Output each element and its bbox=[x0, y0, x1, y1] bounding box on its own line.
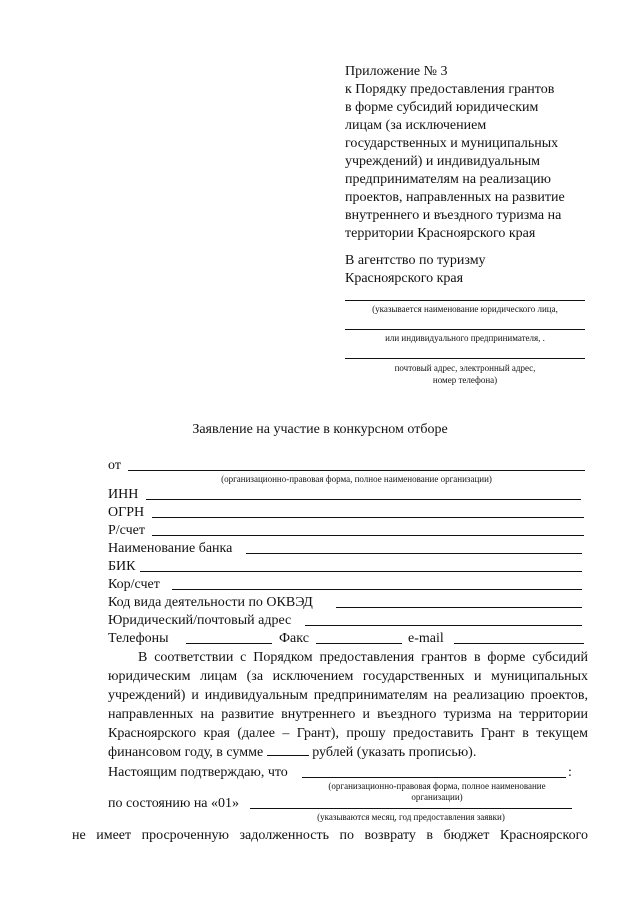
fax-fill-line bbox=[316, 643, 402, 644]
addressee-line: Красноярского края bbox=[345, 271, 464, 286]
account-fill-line bbox=[152, 535, 584, 536]
fax-label: Факс bbox=[279, 631, 309, 646]
asof-fill-line bbox=[250, 808, 572, 809]
confirm-colon: : bbox=[568, 765, 572, 780]
appendix-line: предпринимателям на реализацию bbox=[345, 172, 551, 187]
asof-label: по состоянию на «01» bbox=[108, 796, 240, 811]
bank-fill-line bbox=[246, 553, 582, 554]
from-fill-line bbox=[128, 470, 585, 471]
okved-fill-line bbox=[336, 607, 582, 608]
amount-fill-line bbox=[267, 743, 309, 756]
appendix-line: учреждений) и индивидуальным bbox=[345, 154, 541, 169]
appendix-block bbox=[345, 63, 600, 243]
corr-label: Кор/счет bbox=[108, 577, 160, 592]
addressee-caption-4: номер телефона) bbox=[432, 375, 498, 385]
inn-fill-line bbox=[146, 499, 581, 500]
account-label: Р/счет bbox=[108, 523, 145, 538]
debt-text: не имеет просроченную задолженность по возврату в бюджет Красноярского bbox=[72, 828, 588, 843]
bik-fill-line bbox=[140, 571, 582, 572]
phones-fill-line bbox=[186, 643, 272, 644]
address-label: Юридический/почтовый адрес bbox=[108, 613, 292, 628]
okved-label: Код вида деятельности по ОКВЭД bbox=[108, 595, 313, 610]
bank-label: Наименование банка bbox=[108, 541, 233, 556]
document-title: Заявление на участие в конкурсном отборе bbox=[192, 422, 448, 437]
appendix-line: к Порядку предоставления грантов bbox=[345, 82, 555, 97]
appendix-line: в форме субсидий юридическим bbox=[345, 100, 539, 115]
appendix-line: проектов, направленных на развитие bbox=[345, 190, 565, 205]
email-fill-line bbox=[454, 643, 584, 644]
addressee-caption-3: почтовый адрес, электронный адрес, bbox=[394, 363, 536, 373]
confirm-caption: (организационно-правовая форма, полное наименование организации) bbox=[328, 781, 546, 802]
addressee-caption-1: (указывается наименование юридического лица, bbox=[372, 304, 558, 314]
addressee-block bbox=[345, 252, 600, 288]
request-text-tail: рублей (указать прописью). bbox=[312, 745, 477, 760]
request-text: В соответствии с Порядком предоставления грантов в форме субсидий юридическим лицам (за исключением государственных и муниципальных учреждений) и индивидуальным предпринимателям на реализацию проектов, направленных на развитие внутреннего и въездного туризма на территории Красноярского края (далее – Грант), прошу предоставить Грант в текущем финансовом году, в сумме bbox=[108, 650, 588, 760]
confirm-fill-line bbox=[302, 777, 566, 778]
appendix-line: внутреннего и въездного туризма на bbox=[345, 208, 562, 223]
addressee-fill-line-3 bbox=[345, 358, 585, 359]
addressee-line: В агентство по туризму bbox=[345, 253, 486, 268]
addressee-fill-line-2 bbox=[345, 329, 585, 330]
addressee-caption-2: или индивидуального предпринимателя, . bbox=[385, 333, 545, 343]
email-label: e-mail bbox=[408, 631, 444, 646]
phones-label: Телефоны bbox=[108, 631, 169, 646]
debt-paragraph bbox=[72, 826, 588, 845]
appendix-line: Приложение № 3 bbox=[345, 64, 448, 79]
ogrn-fill-line bbox=[152, 517, 584, 518]
inn-label: ИНН bbox=[108, 487, 139, 502]
request-paragraph bbox=[108, 648, 588, 762]
appendix-line: территории Красноярского края bbox=[345, 226, 536, 241]
corr-fill-line bbox=[172, 589, 582, 590]
addressee-fill-line-1 bbox=[345, 300, 585, 301]
bik-label: БИК bbox=[108, 559, 136, 574]
confirm-label: Настоящим подтверждаю, что bbox=[108, 765, 288, 780]
ogrn-label: ОГРН bbox=[108, 505, 145, 520]
appendix-line: лицам (за исключением bbox=[345, 118, 487, 133]
appendix-line: государственных и муниципальных bbox=[345, 136, 559, 151]
address-fill-line bbox=[305, 625, 582, 626]
asof-caption: (указываются месяц, год предоставления заявки) bbox=[317, 812, 505, 822]
from-label: от bbox=[108, 458, 121, 473]
from-caption: (организационно-правовая форма, полное наименование организации) bbox=[221, 474, 492, 484]
